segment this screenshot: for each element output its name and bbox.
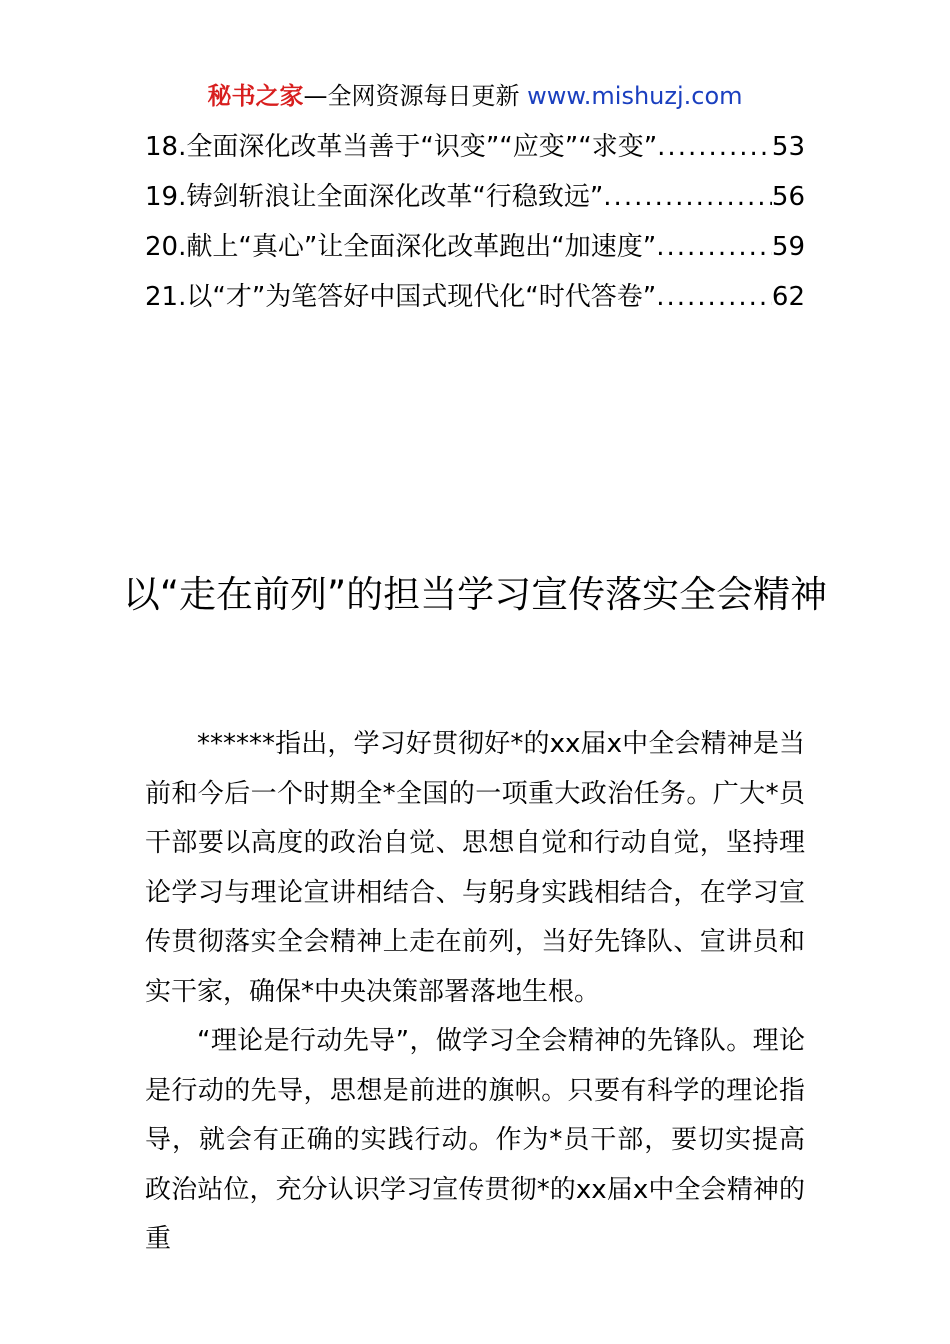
toc-item-page: 59 <box>771 232 805 262</box>
site-header <box>0 78 950 114</box>
toc-item-title: 21.以“才”为笔答好中国式现代化“时代答卷” <box>145 282 657 312</box>
body-paragraph: ******指出，学习好贯彻好*的xx届x中全会精神是当前和今后一个时期全*全国的一项重大政治任务。广大*员干部要以高度的政治自觉、思想自觉和行动自觉，坚持理论学习与理论宣讲相结合、与躬身实践相结合，在学习宣传贯彻落实全会精神上走在前列，当好先锋队、宣讲员和实干家，确保*中央决策部署落地生根。 <box>145 729 805 1007</box>
toc-item[interactable] <box>145 125 805 175</box>
toc-item[interactable] <box>145 175 805 225</box>
brand-name: 秘书之家 <box>207 82 304 110</box>
toc-item-page: 56 <box>771 182 805 212</box>
toc-leader-dots <box>656 225 772 269</box>
toc-item-title: 18.全面深化改革当善于“识变”“应变”“求变” <box>145 132 658 162</box>
article-body <box>145 720 805 1265</box>
table-of-contents <box>145 125 805 325</box>
site-url[interactable]: www.mishuzj.com <box>519 82 743 110</box>
article-title: 以“走在前列”的担当学习宣传落实全会精神 <box>122 573 828 616</box>
toc-item-page: 53 <box>771 132 805 162</box>
toc-item[interactable] <box>145 275 805 325</box>
toc-item-page: 62 <box>771 282 805 312</box>
header-tagline: —全网资源每日更新 <box>303 82 520 110</box>
toc-leader-dots <box>657 125 772 169</box>
toc-leader-dots <box>603 175 772 219</box>
toc-item-title: 20.献上“真心”让全面深化改革跑出“加速度” <box>145 232 657 262</box>
body-paragraph: “理论是行动先导”，做学习全会精神的先锋队。理论是行动的先导，思想是前进的旗帜。只要有科学的理论指导，就会有正确的实践行动。作为*员干部，要切实提高政治站位，充分认识学习宣传贯彻*的xx届x中全会精神的重 <box>145 1026 805 1254</box>
toc-item-title: 19.铸剑斩浪让全面深化改革“行稳致远” <box>145 182 604 212</box>
toc-leader-dots <box>656 275 772 319</box>
toc-item[interactable] <box>145 225 805 275</box>
